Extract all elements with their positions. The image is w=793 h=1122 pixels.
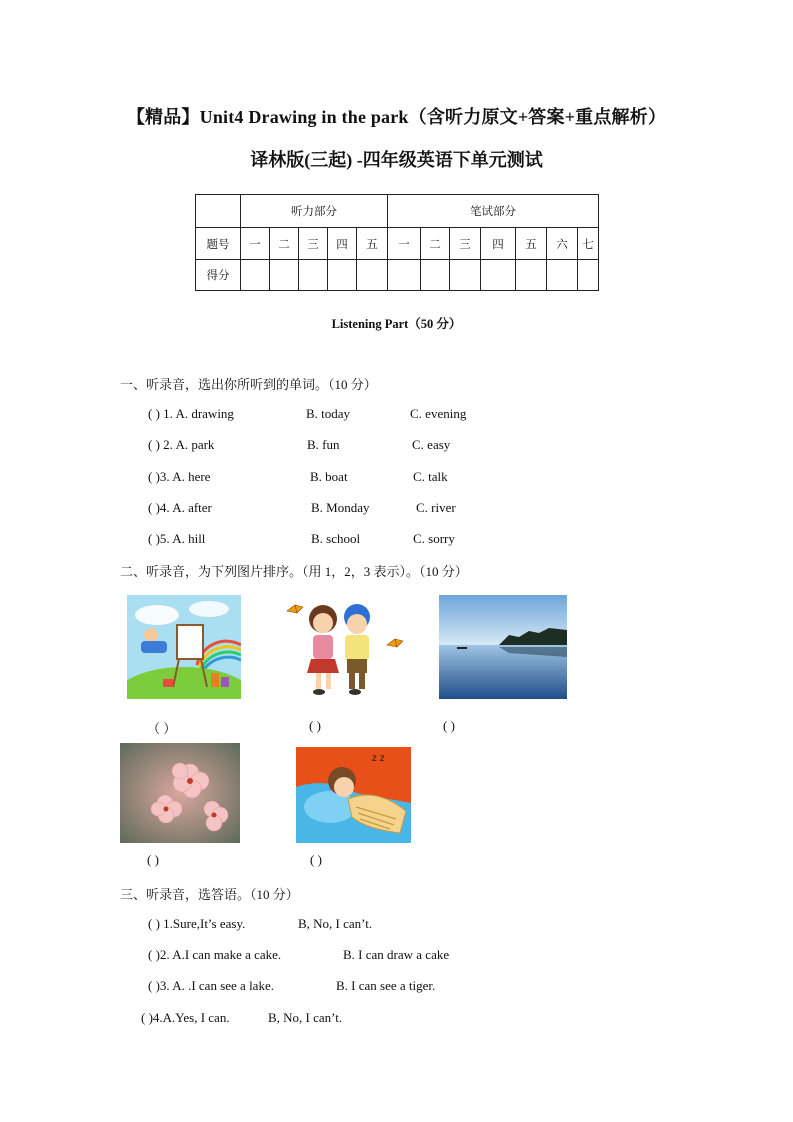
writing-col: 三	[450, 228, 481, 260]
section2-title: 二、听录音，为下列图片排序。（用 1，2，3 表示）。（10 分）	[120, 564, 468, 579]
listening-col: 二	[270, 228, 299, 260]
question-5-c: C. sorry	[413, 531, 455, 546]
writing-col: 四	[481, 228, 516, 260]
lake-picture	[439, 595, 567, 699]
score-cell[interactable]	[388, 260, 421, 291]
writing-header-cell: 笔试部分	[388, 195, 599, 228]
writing-col: 六	[547, 228, 578, 260]
score-cell[interactable]	[270, 260, 299, 291]
listening-col: 一	[241, 228, 270, 260]
score-table	[195, 194, 599, 291]
answer-1-b: B, No, I can’t.	[298, 916, 373, 931]
score-cell[interactable]	[241, 260, 270, 291]
score-cell[interactable]	[547, 260, 578, 291]
section1-title: 一、听录音，选出你所听到的单词。（10 分）	[120, 377, 377, 392]
listening-col: 三	[299, 228, 328, 260]
score-cell[interactable]	[481, 260, 516, 291]
picture-1-paren: （ ）	[147, 721, 177, 736]
question-4-c: C. river	[416, 500, 456, 515]
answer-2-a: ( )2. A.I can make a cake.	[148, 947, 282, 962]
listening-col: 四	[328, 228, 357, 260]
score-cell[interactable]	[421, 260, 450, 291]
picture-3-paren: ( )	[443, 718, 455, 733]
question-3-b: B. boat	[310, 469, 348, 484]
question-1-c: C. evening	[410, 406, 467, 421]
answer-3-b: B. I can see a tiger.	[336, 978, 436, 993]
score-cell[interactable]	[450, 260, 481, 291]
answer-3-a: ( )3. A. .I can see a lake.	[148, 978, 274, 993]
pink-flowers-picture	[120, 743, 240, 843]
question-2-b: B. fun	[307, 437, 340, 452]
question-2-c: C. easy	[412, 437, 451, 452]
score-cell[interactable]	[516, 260, 547, 291]
question-5-b: B. school	[311, 531, 361, 546]
svg-text:z z: z z	[372, 753, 385, 764]
answer-2-b: B. I can draw a cake	[343, 947, 450, 962]
score-cell[interactable]	[299, 260, 328, 291]
two-kids-butterflies-picture	[283, 597, 407, 699]
question-3-a: ( )3. A. here	[148, 469, 211, 484]
question-5-a: ( )5. A. hill	[148, 531, 206, 546]
number-row-label: 题号	[196, 228, 241, 260]
writing-col: 一	[388, 228, 421, 260]
answer-1-a: ( ) 1.Sure,It’s easy.	[148, 916, 246, 931]
question-4-b: B. Monday	[311, 500, 370, 515]
question-1-b: B. today	[306, 406, 351, 421]
writing-col: 二	[421, 228, 450, 260]
question-1-a: ( ) 1. A. drawing	[148, 406, 234, 421]
section3-title: 三、听录音，选答语。（10 分）	[120, 887, 299, 902]
child-painting-picture	[127, 595, 241, 699]
score-cell[interactable]	[328, 260, 357, 291]
score-cell[interactable]	[357, 260, 388, 291]
document-title: 【精品】Unit4 Drawing in the park（含听力原文+答案+重点解析）	[126, 107, 667, 127]
table-corner-cell	[196, 195, 241, 228]
question-4-a: ( )4. A. after	[148, 500, 212, 515]
writing-col: 七	[578, 228, 599, 260]
listening-header-cell: 听力部分	[241, 195, 388, 228]
answer-4-b: B, No, I can’t.	[268, 1010, 343, 1025]
picture-2-paren: ( )	[309, 718, 321, 733]
score-cell[interactable]	[578, 260, 599, 291]
picture-5-paren: ( )	[310, 852, 322, 867]
picture-4-paren: ( )	[147, 852, 159, 867]
listening-part-heading: Listening Part（50 分）	[331, 317, 462, 331]
question-3-c: C. talk	[413, 469, 448, 484]
question-2-a: ( ) 2. A. park	[148, 437, 215, 452]
document-subtitle: 译林版(三起) -四年级英语下单元测试	[250, 150, 543, 170]
sleeping-boy-picture	[296, 747, 411, 843]
writing-col: 五	[516, 228, 547, 260]
score-row-label: 得分	[196, 260, 241, 291]
answer-4-a: ( )4.A.Yes, I can.	[141, 1010, 230, 1025]
listening-col: 五	[357, 228, 388, 260]
